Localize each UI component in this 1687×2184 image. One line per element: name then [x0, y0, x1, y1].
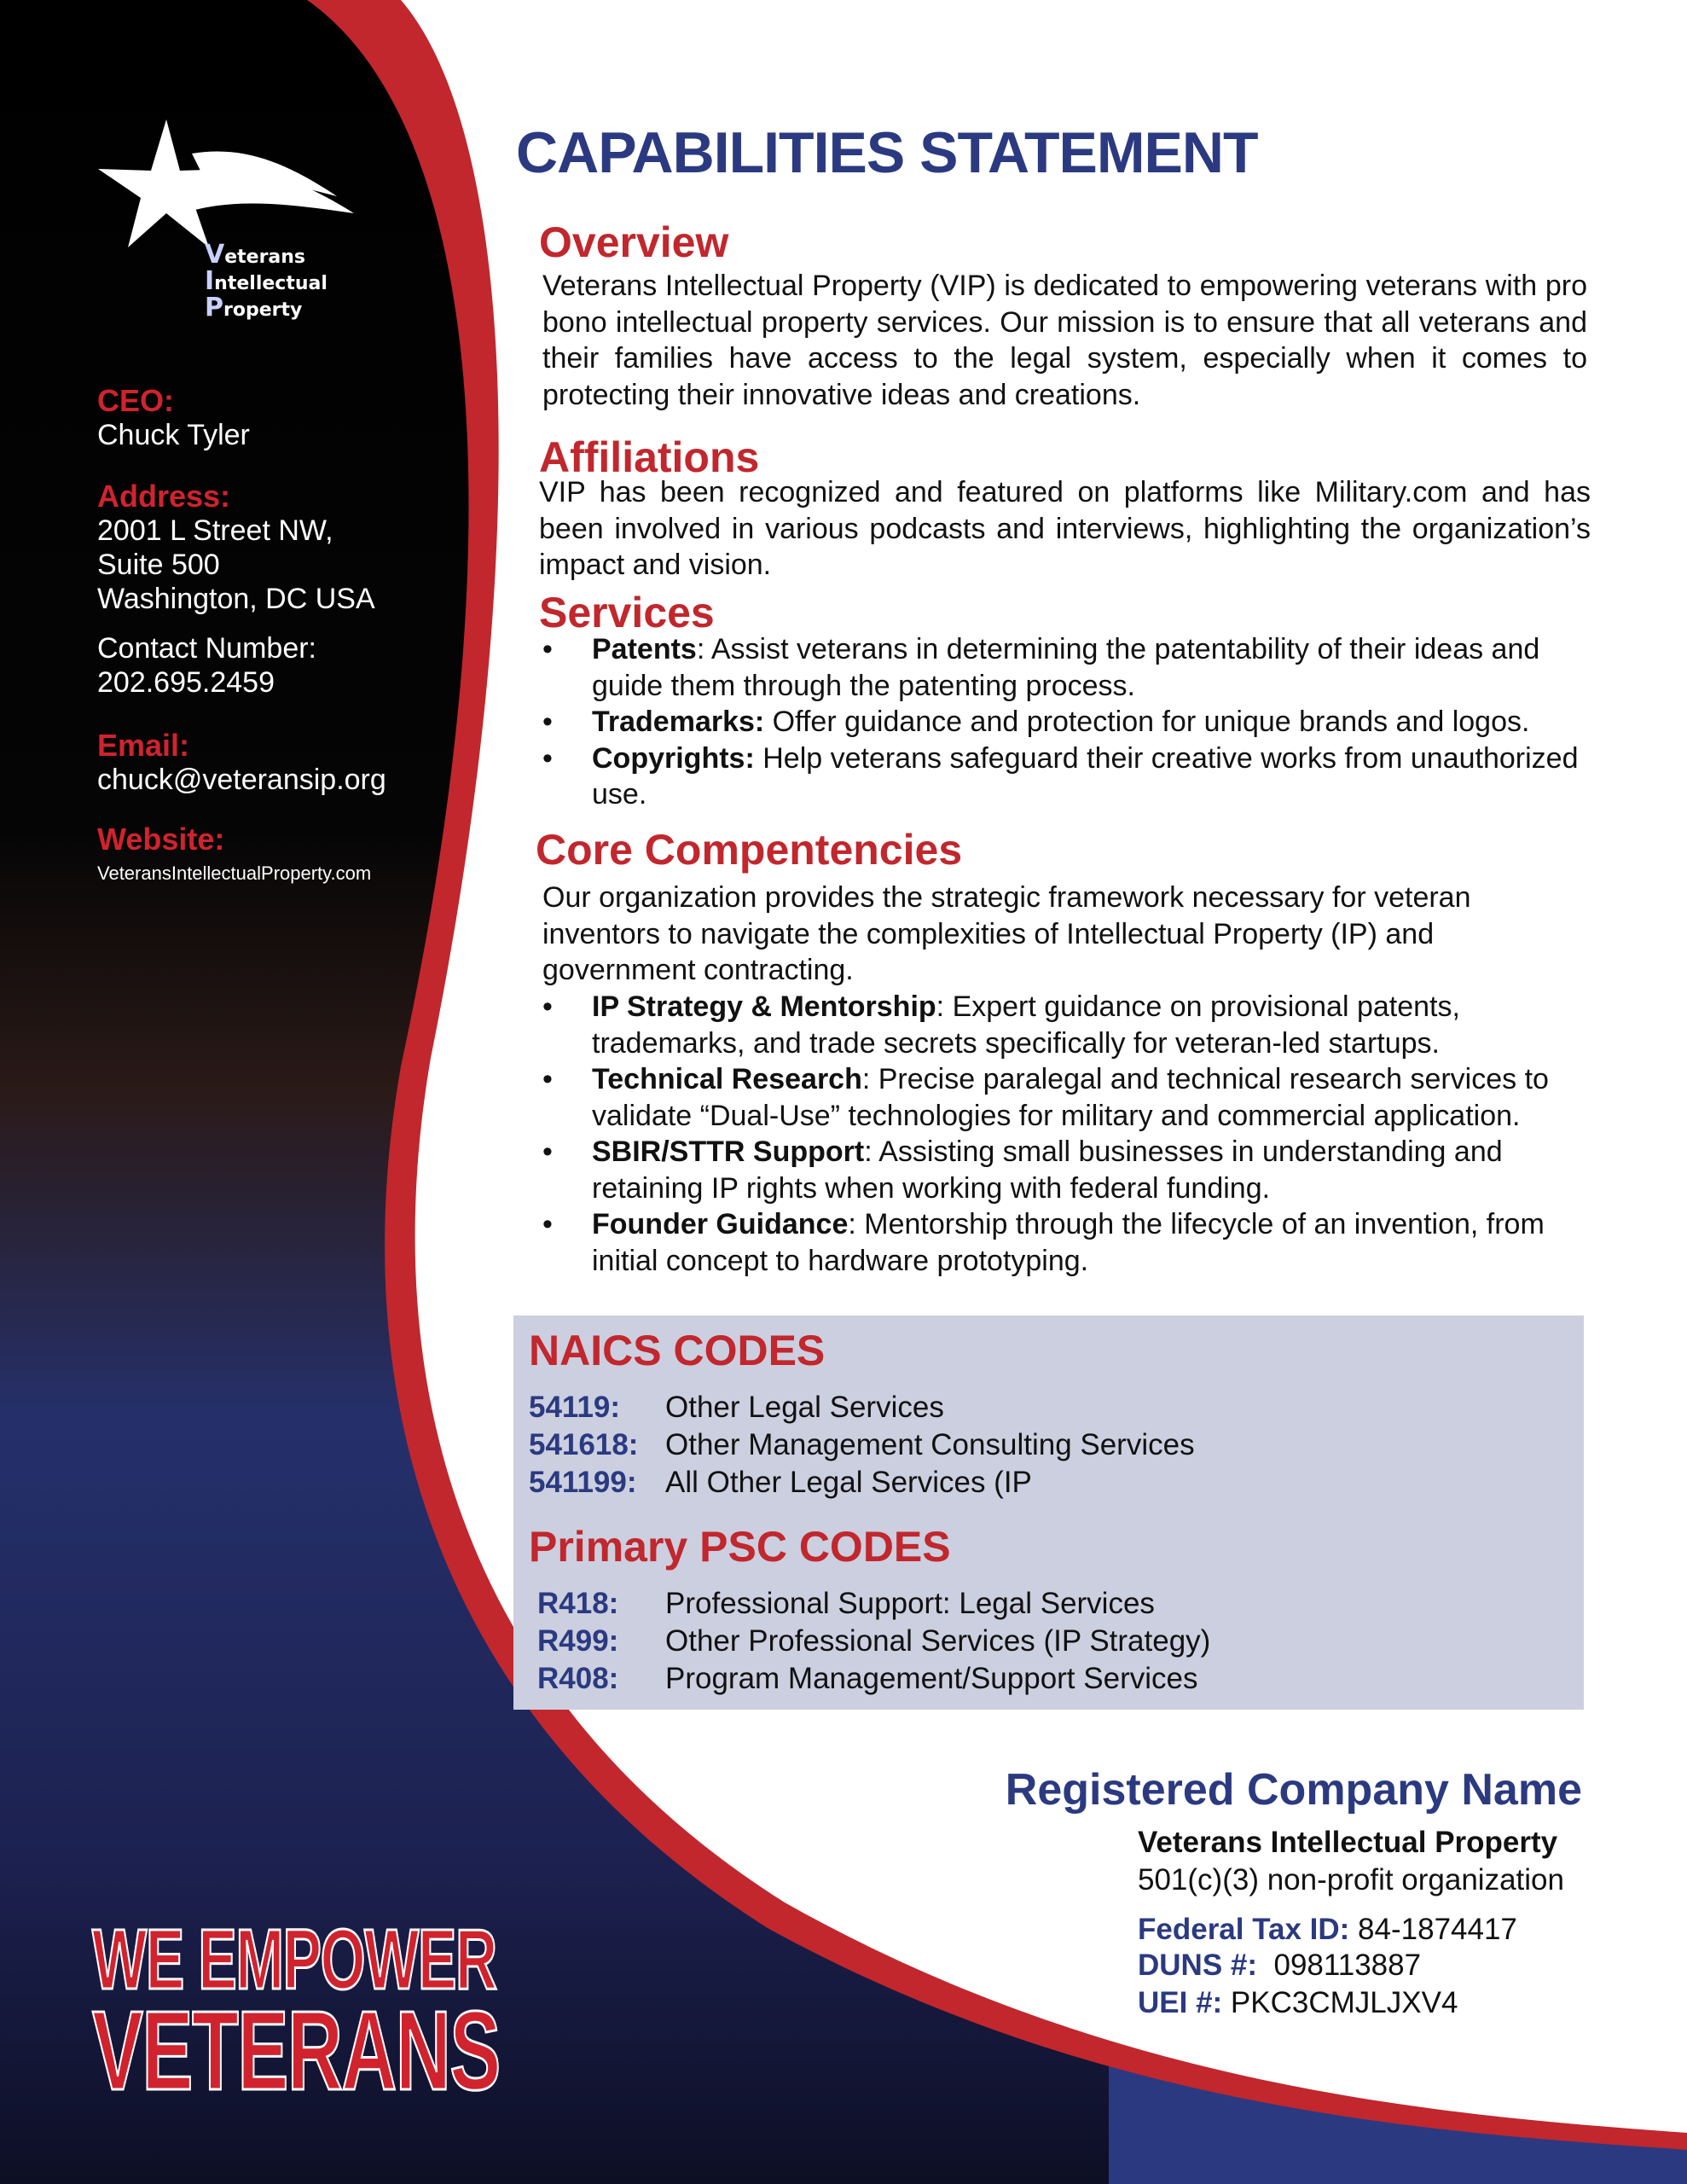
services-list	[542, 631, 1591, 813]
list-item: • Trademarks: Offer guidance and protection for unique brands and logos.	[542, 704, 1591, 741]
email-link[interactable]: chuck@veteransip.org	[97, 764, 386, 796]
naics-row: 541199: All Other Legal Services (IP	[529, 1466, 1032, 1499]
company-type: 501(c)(3) non-profit organization	[1138, 1863, 1564, 1896]
core-list	[542, 989, 1591, 1279]
logo	[98, 119, 354, 333]
registered-heading: Registered Company Name	[1005, 1765, 1582, 1815]
list-item: • SBIR/STTR Support: Assisting small businesses in understanding and retaining IP rights when working with federal funding.	[542, 1134, 1523, 1206]
company-name: Veterans Intellectual Property	[1138, 1826, 1558, 1859]
naics-row: 54119: Other Legal Services	[529, 1391, 944, 1424]
naics-row: 541618: Other Management Consulting Services	[529, 1428, 1195, 1461]
list-item: • Copyrights: Help veterans safeguard their creative works from unauthorized use.	[542, 741, 1591, 813]
list-item: • IP Strategy & Mentorship: Expert guidance on provisional patents, trademarks, and trade secrets specifically for veteran-led startups.	[542, 989, 1523, 1061]
core-heading: Core Compentencies	[536, 826, 963, 874]
affiliations-heading: Affiliations	[539, 433, 760, 481]
codes-panel	[513, 1316, 1584, 1710]
website-link[interactable]: VeteransIntellectualProperty.com	[97, 863, 372, 884]
overview-text: Veterans Intellectual Property (VIP) is dedicated to empowering veterans with pro bono intellectual property services. Our mission is to ensure that all veterans and their families have access to the legal system, especially when it comes to protecting their innovative ideas and creations.	[542, 270, 1587, 411]
psc-heading: Primary PSC CODES	[529, 1523, 951, 1571]
overview-heading: Overview	[539, 218, 729, 266]
uei-number: UEI #: PKC3CMJLJXV4	[1138, 1986, 1458, 2019]
list-item: • Patents: Assist veterans in determining the patentability of their ideas and guide them through the patenting process.	[542, 631, 1591, 704]
affiliations-text: VIP has been recognized and featured on platforms like Military.com and has been involved in various podcasts and interviews, highlighting the organization’s impact and vision.	[539, 476, 1591, 581]
phone-number: 202.695.2459	[97, 666, 275, 699]
slogan-line1: WE EMPOWER	[92, 1912, 496, 2007]
address-line: Washington, DC USA	[97, 583, 375, 615]
psc-row: R499: Other Professional Services (IP Strategy)	[537, 1624, 1211, 1658]
services-heading: Services	[539, 589, 715, 636]
core-intro: Our organization provides the strategic framework necessary for veteran inventors to navigate the complexities of Intellectual Property (IP) and government contracting.	[542, 881, 1471, 986]
ceo-label: CEO:	[97, 383, 174, 418]
address-label: Address:	[97, 479, 231, 514]
star-flag-icon	[98, 119, 354, 247]
duns-number: DUNS #: 098113887	[1138, 1949, 1422, 1982]
logo-text: Veterans Intellectual Property	[205, 240, 328, 322]
ceo-name: Chuck Tyler	[97, 419, 250, 451]
website-label: Website:	[97, 822, 225, 857]
page-title: CAPABILITIES STATEMENT	[516, 120, 1258, 185]
address-line: Suite 500	[97, 549, 220, 581]
psc-row: R418: Professional Support: Legal Services	[537, 1587, 1155, 1620]
psc-row: R408: Program Management/Support Services	[537, 1662, 1198, 1695]
address-line: 2001 L Street NW,	[97, 514, 333, 547]
phone-label: Contact Number:	[97, 632, 316, 665]
list-item: • Technical Research: Precise paralegal and technical research services to validate “Dual-Use” technologies for military and commercial application.	[542, 1061, 1557, 1134]
list-item: • Founder Guidance: Mentorship through the lifecycle of an invention, from initial concept to hardware prototyping.	[542, 1206, 1591, 1279]
tax-id: Federal Tax ID: 84-1874417	[1138, 1913, 1517, 1946]
email-label: Email:	[97, 728, 190, 763]
slogan-line2: VETERANS	[92, 1988, 500, 2113]
naics-heading: NAICS CODES	[529, 1327, 826, 1374]
